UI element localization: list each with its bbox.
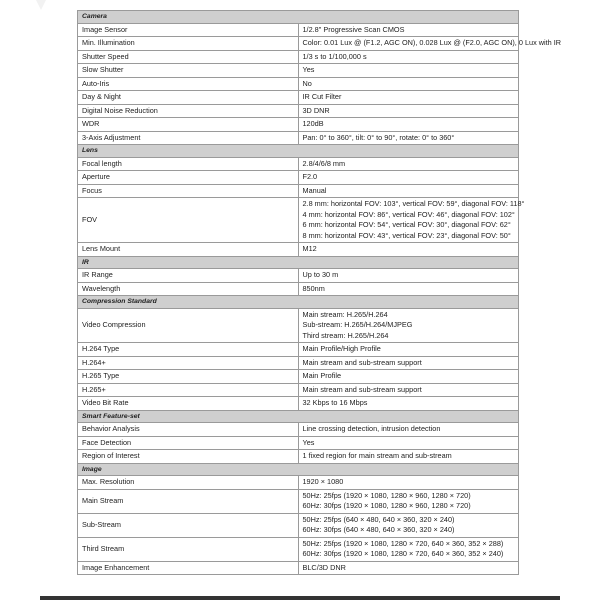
spec-label: Slow Shutter (78, 64, 299, 78)
spec-row (78, 489, 519, 513)
spec-value (298, 343, 519, 357)
spec-value (298, 423, 519, 437)
spec-value-line: IR Cut Filter (302, 92, 342, 101)
spec-label: FOV (78, 198, 299, 243)
spec-value-line: Third stream: H.265/H.264 (302, 330, 389, 340)
spec-label: Digital Noise Reduction (78, 104, 299, 118)
spec-label: Day & Night (78, 91, 299, 105)
spec-row (78, 91, 519, 105)
spec-value-line: 1920 × 1080 (302, 477, 344, 486)
section-header (78, 296, 519, 309)
spec-value-line: 120dB (302, 119, 324, 128)
spec-label: Shutter Speed (78, 50, 299, 64)
spec-row (78, 23, 519, 37)
spec-label: 3-Axis Adjustment (78, 131, 299, 145)
spec-value-line: F2.0 (302, 172, 318, 181)
spec-label: Wavelength (78, 282, 299, 296)
spec-value-line: Main Profile (302, 371, 342, 380)
spec-label: Max. Resolution (78, 476, 299, 490)
section-title: Compression Standard (78, 296, 519, 309)
spec-value-line: 32 Kbps to 16 Mbps (302, 398, 368, 407)
spec-label: IR Range (78, 269, 299, 283)
spec-value-line: 50Hz: 25fps (1920 × 1080, 1280 × 960, 1280 × 720) (302, 490, 471, 500)
spec-value (298, 23, 519, 37)
spec-row (78, 370, 519, 384)
spec-value-line: Main stream and sub-stream support (302, 357, 422, 367)
spec-row (78, 184, 519, 198)
spec-value-line: Manual (302, 185, 327, 195)
section-header (78, 145, 519, 158)
spec-label: WDR (78, 118, 299, 132)
spec-label: Aperture (78, 171, 299, 185)
spec-value-line: Main stream and sub-stream support (302, 384, 422, 394)
spec-row (78, 269, 519, 283)
spec-row (78, 198, 519, 243)
spec-label: Behavior Analysis (78, 423, 299, 437)
spec-value-line: 1/2.8" Progressive Scan CMOS (302, 24, 405, 34)
spec-label: H.265 Type (78, 370, 299, 384)
section-title: Smart Feature-set (78, 410, 519, 423)
spec-value (298, 198, 525, 243)
section-title: Image (78, 463, 519, 476)
spec-label: Focus (78, 184, 299, 198)
spec-row (78, 77, 519, 91)
spec-value (298, 171, 519, 185)
spec-value (298, 282, 519, 296)
spec-label: Video Bit Rate (78, 397, 299, 411)
spec-table (77, 10, 562, 575)
spec-value-line: 3D DNR (302, 105, 330, 115)
spec-label: Third Stream (78, 537, 299, 561)
spec-label: Image Enhancement (78, 561, 299, 575)
spec-value (298, 91, 519, 105)
section-title: IR (78, 256, 519, 269)
spec-value (298, 561, 519, 575)
spec-row (78, 450, 519, 464)
spec-row (78, 383, 519, 397)
spec-label: H.265+ (78, 383, 299, 397)
spec-value-line: Pan: 0° to 360°, tilt: 0° to 90°, rotate: 0° to 360° (302, 132, 455, 142)
spec-value (298, 383, 519, 397)
spec-value-line: 850nm (302, 283, 325, 293)
spec-value (298, 131, 519, 145)
spec-value-line: 60Hz: 30fps (640 × 480, 640 × 360, 320 × 240) (302, 525, 455, 534)
spec-row (78, 537, 519, 561)
spec-row (78, 131, 519, 145)
section-header (78, 410, 519, 423)
spec-value (298, 269, 519, 283)
section-title: Lens (78, 145, 519, 158)
spec-value (298, 118, 519, 132)
spec-value-line: 1/3 s to 1/100,000 s (302, 51, 367, 61)
spec-value-line: Color: 0.01 Lux @ (F1.2, AGC ON), 0.028 Lux @ (F2.0, AGC ON), 0 Lux with IR (302, 38, 562, 47)
spec-row (78, 171, 519, 185)
spec-label: Face Detection (78, 436, 299, 450)
spec-row (78, 243, 519, 257)
spec-value-line: Line crossing detection, intrusion detection (302, 424, 441, 433)
spec-value (298, 537, 519, 561)
spec-value (298, 436, 519, 450)
spec-row (78, 282, 519, 296)
spec-value-line: Sub-stream: H.265/H.264/MJPEG (302, 320, 413, 329)
spec-label: Min. Illumination (78, 37, 299, 51)
spec-row (78, 308, 519, 343)
spec-label: Focal length (78, 157, 299, 171)
spec-row (78, 423, 519, 437)
spec-value-line: Yes (302, 65, 315, 74)
spec-row (78, 104, 519, 118)
spec-value (298, 513, 519, 537)
spec-value-line: 8 mm: horizontal FOV: 43°, vertical FOV: 23°, diagonal FOV: 50° (302, 230, 511, 240)
spec-row (78, 356, 519, 370)
spec-row (78, 436, 519, 450)
spec-row (78, 343, 519, 357)
spec-value (298, 64, 519, 78)
spec-value-line: M12 (302, 244, 317, 253)
spec-sheet (77, 10, 562, 575)
section-header (78, 463, 519, 476)
section-title: Camera (78, 11, 519, 24)
spec-row (78, 397, 519, 411)
spec-label: Sub-Stream (78, 513, 299, 537)
spec-value-line: 6 mm: horizontal FOV: 54°, vertical FOV: 30°, diagonal FOV: 62° (302, 220, 511, 229)
section-header (78, 11, 519, 24)
spec-value (298, 184, 519, 198)
spec-value (298, 50, 519, 64)
spec-value-line: 60Hz: 30fps (1920 × 1080, 1280 × 720, 640 × 360, 352 × 240) (302, 549, 504, 558)
spec-value-line: BLC/3D DNR (302, 562, 346, 572)
spec-label: H.264 Type (78, 343, 299, 357)
section-header (78, 256, 519, 269)
spec-value (298, 308, 519, 343)
spec-row (78, 513, 519, 537)
spec-value (298, 243, 519, 257)
spec-label: Region of Interest (78, 450, 299, 464)
corner-mark-icon (34, 0, 48, 14)
spec-value-line: 2.8/4/6/8 mm (302, 158, 346, 168)
spec-value-line: 50Hz: 25fps (1920 × 1080, 1280 × 720, 640 × 360, 352 × 288) (302, 538, 504, 548)
spec-value-line: 1 fixed region for main stream and sub-stream (302, 451, 452, 460)
spec-value-line: No (302, 78, 312, 88)
spec-value (298, 104, 519, 118)
spec-value (298, 476, 519, 490)
spec-label: H.264+ (78, 356, 299, 370)
spec-value-line: 2.8 mm: horizontal FOV: 103°, vertical FOV: 59°, diagonal FOV: 118° (302, 199, 525, 208)
spec-label: Main Stream (78, 489, 299, 513)
spec-value (298, 397, 519, 411)
page-bottom-bar (40, 596, 560, 600)
spec-label: Auto-Iris (78, 77, 299, 91)
spec-value-line: 4 mm: horizontal FOV: 86°, vertical FOV: 46°, diagonal FOV: 102° (302, 209, 515, 219)
spec-value (298, 157, 519, 171)
spec-value (298, 489, 519, 513)
spec-row (78, 476, 519, 490)
spec-row (78, 37, 519, 51)
spec-value (298, 356, 519, 370)
spec-value-line: 50Hz: 25fps (640 × 480, 640 × 360, 320 × 240) (302, 514, 455, 524)
spec-value-line: Yes (302, 437, 315, 447)
spec-row (78, 157, 519, 171)
spec-value-line: Main Profile/High Profile (302, 344, 381, 353)
spec-value (298, 37, 562, 51)
spec-value-line: 60Hz: 30fps (1920 × 1080, 1280 × 960, 1280 × 720) (302, 501, 471, 510)
spec-row (78, 50, 519, 64)
spec-label: Video Compression (78, 308, 299, 343)
spec-value-line: Main stream: H.265/H.264 (302, 309, 388, 319)
spec-value (298, 370, 519, 384)
spec-label: Lens Mount (78, 243, 299, 257)
spec-value (298, 77, 519, 91)
spec-row (78, 64, 519, 78)
spec-value (298, 450, 519, 464)
spec-value-line: Up to 30 m (302, 270, 339, 279)
spec-label: Image Sensor (78, 23, 299, 37)
spec-row (78, 561, 519, 575)
spec-row (78, 118, 519, 132)
